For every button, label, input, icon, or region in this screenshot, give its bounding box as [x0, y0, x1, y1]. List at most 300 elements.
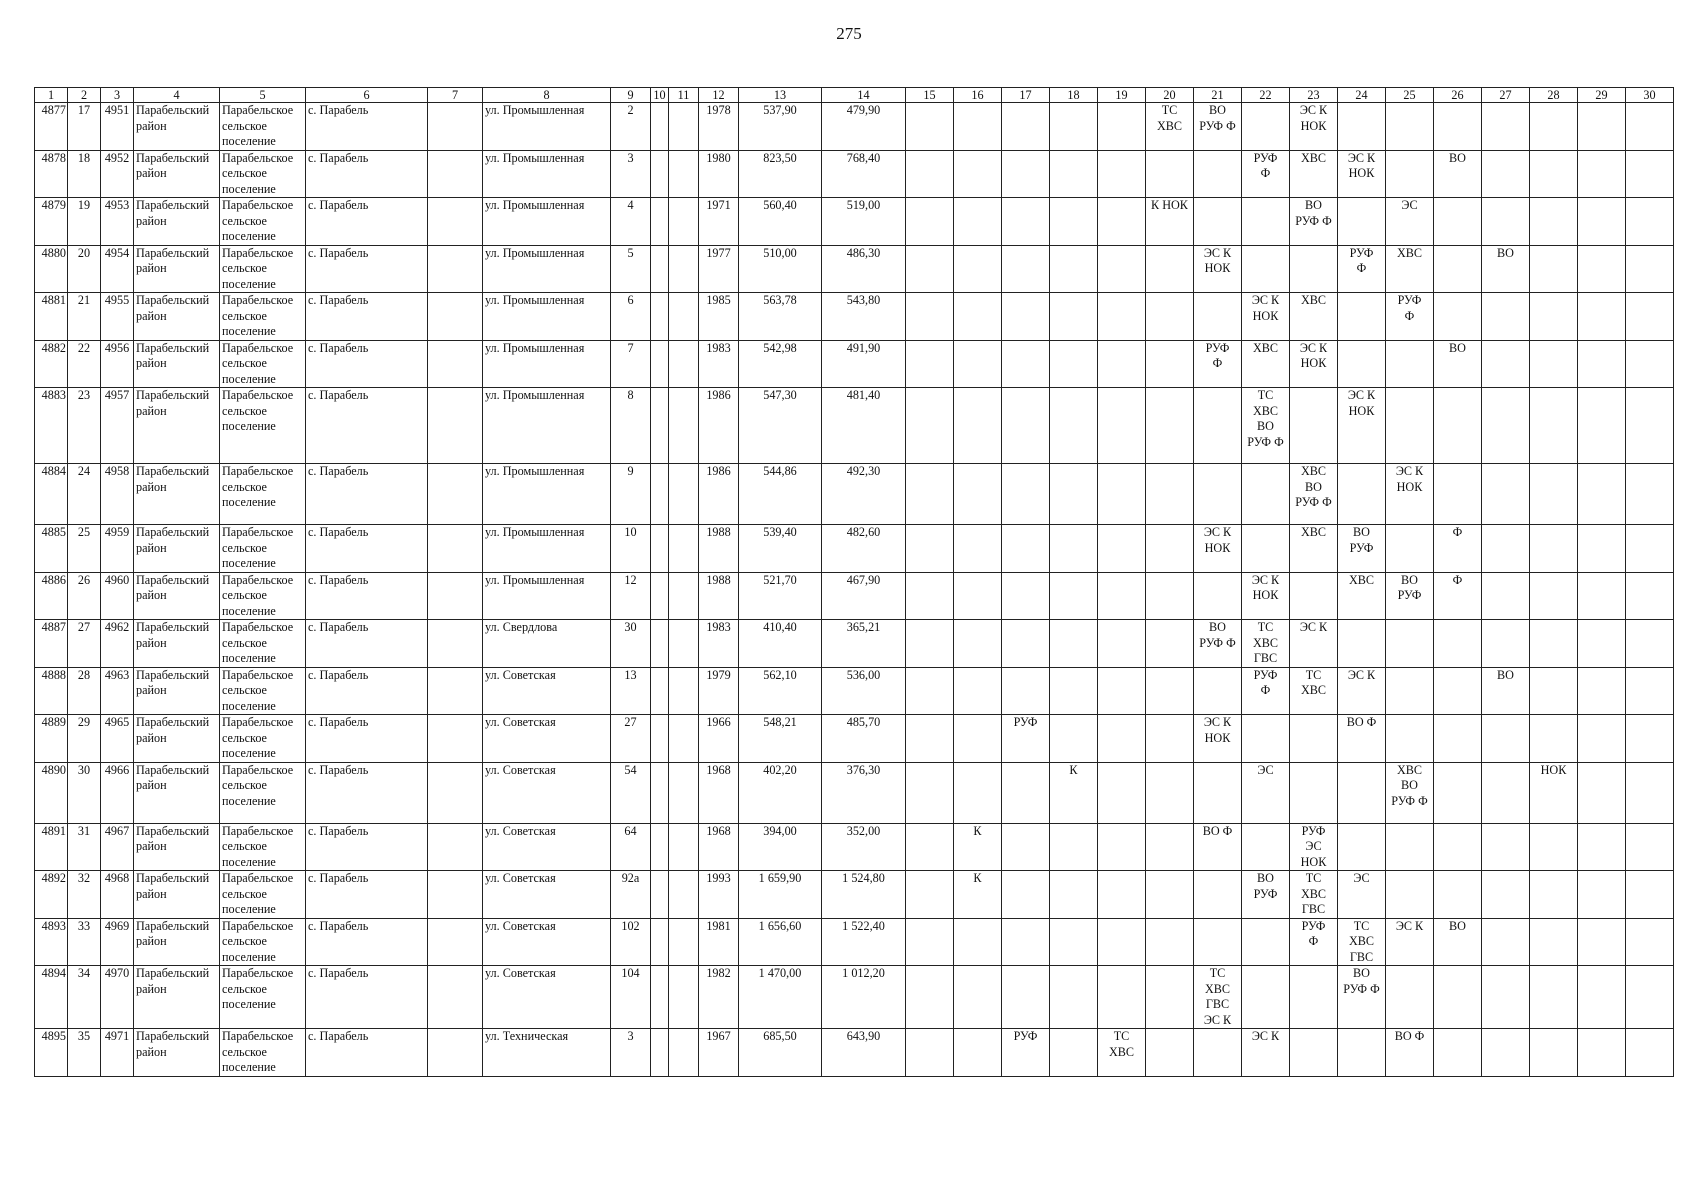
table-cell: Парабельский район — [134, 918, 220, 966]
table-cell: ВО — [1434, 340, 1482, 388]
table-cell — [669, 620, 699, 668]
table-cell: 24 — [68, 464, 101, 525]
table-cell — [1482, 620, 1530, 668]
table-cell — [1146, 150, 1194, 198]
table-cell: 4892 — [35, 871, 68, 919]
table-cell — [906, 245, 954, 293]
table-cell: Парабельский район — [134, 150, 220, 198]
table-cell — [1242, 966, 1290, 1029]
table-cell — [906, 918, 954, 966]
table-cell: 4885 — [35, 525, 68, 573]
table-cell: 3 — [611, 150, 651, 198]
table-cell — [1194, 464, 1242, 525]
table-cell: 544,86 — [739, 464, 822, 525]
table-cell — [428, 525, 483, 573]
table-cell: с. Парабель — [306, 1029, 428, 1077]
column-header: 19 — [1098, 88, 1146, 103]
table-cell: 4 — [611, 198, 651, 246]
table-cell: 4889 — [35, 715, 68, 763]
table-cell: ТС ХВС ГВС ЭС К — [1194, 966, 1242, 1029]
table-cell: 3 — [611, 1029, 651, 1077]
table-cell: 1985 — [699, 293, 739, 341]
table-cell — [1098, 245, 1146, 293]
table-cell — [1578, 918, 1626, 966]
table-cell — [1050, 525, 1098, 573]
table-cell: 4967 — [101, 823, 134, 871]
table-cell: ХВС — [1338, 572, 1386, 620]
column-header: 16 — [954, 88, 1002, 103]
table-cell: 102 — [611, 918, 651, 966]
table-cell — [1386, 150, 1434, 198]
table-cell — [954, 620, 1002, 668]
table-cell — [1002, 966, 1050, 1029]
table-cell — [1626, 823, 1674, 871]
table-row — [35, 464, 1674, 525]
table-cell: Парабельское сельское поселение — [220, 762, 306, 823]
table-cell: ТС ХВС — [1146, 103, 1194, 151]
table-cell — [669, 823, 699, 871]
table-cell: 4880 — [35, 245, 68, 293]
table-cell: ЭС К НОК — [1242, 572, 1290, 620]
table-cell — [669, 198, 699, 246]
table-cell — [1242, 245, 1290, 293]
table-cell — [1002, 918, 1050, 966]
table-cell — [1146, 1029, 1194, 1077]
table-cell: ВО — [1434, 150, 1482, 198]
table-cell: ВО РУФ Ф — [1290, 198, 1338, 246]
table-cell — [954, 245, 1002, 293]
table-cell: 1978 — [699, 103, 739, 151]
table-cell: 2 — [611, 103, 651, 151]
table-cell — [1626, 572, 1674, 620]
table-cell: Парабельский район — [134, 340, 220, 388]
table-cell: ЭС К — [1338, 667, 1386, 715]
table-cell — [954, 1029, 1002, 1077]
table-cell: 1 522,40 — [822, 918, 906, 966]
table-cell — [669, 150, 699, 198]
table-cell — [1098, 918, 1146, 966]
table-cell: 1968 — [699, 762, 739, 823]
column-header: 17 — [1002, 88, 1050, 103]
table-cell: ХВС ВО РУФ Ф — [1290, 464, 1338, 525]
table-cell: Парабельский район — [134, 293, 220, 341]
table-cell — [428, 667, 483, 715]
table-cell: 4891 — [35, 823, 68, 871]
table-cell — [1626, 871, 1674, 919]
table-cell — [651, 464, 669, 525]
table-cell: 365,21 — [822, 620, 906, 668]
table-cell — [669, 245, 699, 293]
table-cell: ЭС К НОК — [1338, 150, 1386, 198]
table-cell — [1002, 103, 1050, 151]
table-cell — [1050, 966, 1098, 1029]
table-cell: 563,78 — [739, 293, 822, 341]
table-cell — [1386, 966, 1434, 1029]
table-cell — [1578, 620, 1626, 668]
table-cell — [651, 150, 669, 198]
table-cell — [1482, 918, 1530, 966]
table-cell — [1290, 966, 1338, 1029]
table-cell — [1242, 464, 1290, 525]
table-cell — [1242, 918, 1290, 966]
table-cell: ВО — [1482, 245, 1530, 293]
table-cell: с. Парабель — [306, 762, 428, 823]
table-cell: 492,30 — [822, 464, 906, 525]
table-cell — [1530, 340, 1578, 388]
table-cell — [1530, 525, 1578, 573]
table-cell: ЭС К — [1242, 1029, 1290, 1077]
table-cell — [954, 150, 1002, 198]
table-cell — [1050, 293, 1098, 341]
table-cell: 23 — [68, 388, 101, 464]
table-cell: 4879 — [35, 198, 68, 246]
table-cell — [1002, 245, 1050, 293]
table-cell — [1626, 762, 1674, 823]
table-cell — [651, 572, 669, 620]
table-cell: РУФ Ф — [1338, 245, 1386, 293]
table-cell — [1098, 871, 1146, 919]
housing-register-table — [34, 87, 1674, 1077]
table-cell: Парабельский район — [134, 388, 220, 464]
table-cell — [906, 762, 954, 823]
table-cell — [1290, 1029, 1338, 1077]
table-cell — [1002, 572, 1050, 620]
table-cell — [1578, 572, 1626, 620]
column-header: 3 — [101, 88, 134, 103]
table-cell: 4969 — [101, 918, 134, 966]
table-cell: 9 — [611, 464, 651, 525]
table-cell: РУФ ЭС НОК — [1290, 823, 1338, 871]
table-cell: 18 — [68, 150, 101, 198]
table-cell: с. Парабель — [306, 966, 428, 1029]
table-cell — [1050, 823, 1098, 871]
table-cell: Парабельский район — [134, 620, 220, 668]
table-cell: К — [954, 871, 1002, 919]
table-cell: Парабельский район — [134, 245, 220, 293]
table-body — [35, 103, 1674, 1077]
table-cell: 4962 — [101, 620, 134, 668]
table-cell — [906, 572, 954, 620]
table-cell — [1482, 340, 1530, 388]
table-cell: 823,50 — [739, 150, 822, 198]
column-header: 2 — [68, 88, 101, 103]
table-cell: 1988 — [699, 525, 739, 573]
table-cell — [954, 103, 1002, 151]
table-cell: 4890 — [35, 762, 68, 823]
table-cell: Парабельское сельское поселение — [220, 823, 306, 871]
table-row — [35, 1029, 1674, 1077]
table-cell: ЭС К НОК — [1242, 293, 1290, 341]
table-cell — [1098, 762, 1146, 823]
table-row — [35, 150, 1674, 198]
table-cell — [1386, 715, 1434, 763]
table-cell: 536,00 — [822, 667, 906, 715]
table-cell: с. Парабель — [306, 620, 428, 668]
table-cell — [1146, 245, 1194, 293]
table-cell: 4882 — [35, 340, 68, 388]
column-header: 9 — [611, 88, 651, 103]
table-cell — [1098, 715, 1146, 763]
table-cell: 92а — [611, 871, 651, 919]
table-cell: 1988 — [699, 572, 739, 620]
table-cell — [1338, 620, 1386, 668]
table-cell — [954, 918, 1002, 966]
table-cell: 542,98 — [739, 340, 822, 388]
column-header: 4 — [134, 88, 220, 103]
table-cell: ЭС — [1242, 762, 1290, 823]
table-cell — [1098, 572, 1146, 620]
table-cell: ВО — [1482, 667, 1530, 715]
table-cell: Парабельский район — [134, 103, 220, 151]
table-cell — [1098, 525, 1146, 573]
column-number-header-row — [35, 88, 1674, 103]
table-cell — [906, 871, 954, 919]
table-cell: 4894 — [35, 966, 68, 1029]
table-cell: Парабельское сельское поселение — [220, 150, 306, 198]
table-cell: ВО РУФ Ф — [1194, 620, 1242, 668]
table-cell — [1626, 150, 1674, 198]
table-cell: 4953 — [101, 198, 134, 246]
table-cell: Парабельский район — [134, 871, 220, 919]
table-cell — [1242, 525, 1290, 573]
table-cell — [954, 762, 1002, 823]
table-cell — [954, 715, 1002, 763]
table-cell: 34 — [68, 966, 101, 1029]
table-cell — [651, 1029, 669, 1077]
table-cell — [1578, 103, 1626, 151]
table-cell — [1626, 966, 1674, 1029]
table-cell — [1530, 918, 1578, 966]
table-cell — [1098, 823, 1146, 871]
table-row — [35, 245, 1674, 293]
table-cell — [1146, 620, 1194, 668]
table-cell — [1146, 572, 1194, 620]
column-header: 27 — [1482, 88, 1530, 103]
table-cell — [651, 198, 669, 246]
table-cell: 1 012,20 — [822, 966, 906, 1029]
table-cell — [1578, 464, 1626, 525]
table-cell — [954, 293, 1002, 341]
table-cell: 481,40 — [822, 388, 906, 464]
table-cell: 4959 — [101, 525, 134, 573]
table-cell — [1482, 388, 1530, 464]
table-cell: ТС ХВС — [1098, 1029, 1146, 1077]
table-cell: с. Парабель — [306, 823, 428, 871]
table-cell — [1386, 620, 1434, 668]
table-cell — [1530, 245, 1578, 293]
table-cell — [954, 667, 1002, 715]
table-cell — [1578, 293, 1626, 341]
table-cell: ХВС — [1386, 245, 1434, 293]
table-cell — [1146, 464, 1194, 525]
table-cell — [1194, 572, 1242, 620]
table-cell — [1626, 245, 1674, 293]
table-cell — [1434, 1029, 1482, 1077]
table-cell — [1194, 293, 1242, 341]
table-cell — [906, 150, 954, 198]
table-cell — [1434, 823, 1482, 871]
table-cell — [1002, 823, 1050, 871]
table-cell: 4960 — [101, 572, 134, 620]
table-cell: 1986 — [699, 388, 739, 464]
table-cell — [1290, 245, 1338, 293]
table-cell: 29 — [68, 715, 101, 763]
table-cell — [1146, 966, 1194, 1029]
table-cell: 4893 — [35, 918, 68, 966]
table-cell: 402,20 — [739, 762, 822, 823]
table-cell — [1146, 918, 1194, 966]
table-cell: 30 — [611, 620, 651, 668]
table-cell: 548,21 — [739, 715, 822, 763]
table-cell: РУФ — [1002, 715, 1050, 763]
table-cell — [1626, 198, 1674, 246]
table-cell — [1530, 150, 1578, 198]
table-cell: 4966 — [101, 762, 134, 823]
table-cell — [1578, 245, 1626, 293]
table-cell: ВО Ф — [1338, 715, 1386, 763]
table-cell: К — [954, 823, 1002, 871]
table-cell — [1098, 620, 1146, 668]
table-cell: ул. Промышленная — [483, 572, 611, 620]
table-cell — [1434, 464, 1482, 525]
table-cell — [906, 464, 954, 525]
table-cell — [1338, 464, 1386, 525]
table-cell — [906, 525, 954, 573]
table-cell: ЭС К НОК — [1194, 525, 1242, 573]
table-cell — [428, 823, 483, 871]
table-cell — [651, 762, 669, 823]
table-cell: 4965 — [101, 715, 134, 763]
table-cell: 12 — [611, 572, 651, 620]
table-cell: РУФ Ф — [1242, 667, 1290, 715]
table-cell — [428, 103, 483, 151]
table-cell — [1290, 715, 1338, 763]
table-cell — [1146, 762, 1194, 823]
table-cell: 537,90 — [739, 103, 822, 151]
table-cell: 4895 — [35, 1029, 68, 1077]
table-cell — [1434, 293, 1482, 341]
table-cell — [1338, 198, 1386, 246]
table-cell: Парабельское сельское поселение — [220, 918, 306, 966]
table-cell: ХВС — [1290, 150, 1338, 198]
table-cell — [1530, 871, 1578, 919]
table-row — [35, 620, 1674, 668]
table-cell: ЭС К НОК — [1194, 245, 1242, 293]
table-cell: ХВС ВО РУФ Ф — [1386, 762, 1434, 823]
table-cell — [906, 293, 954, 341]
table-cell — [1482, 966, 1530, 1029]
table-cell: ХВС — [1290, 293, 1338, 341]
column-header: 12 — [699, 88, 739, 103]
table-cell — [1482, 572, 1530, 620]
table-cell — [1194, 198, 1242, 246]
table-cell: с. Парабель — [306, 293, 428, 341]
table-cell — [1434, 198, 1482, 246]
table-cell — [954, 198, 1002, 246]
table-cell: 13 — [611, 667, 651, 715]
table-cell: ТС ХВС — [1290, 667, 1338, 715]
table-cell: 521,70 — [739, 572, 822, 620]
table-cell: ул. Промышленная — [483, 525, 611, 573]
table-cell: ул. Советская — [483, 715, 611, 763]
table-cell — [906, 667, 954, 715]
table-cell: Парабельское сельское поселение — [220, 293, 306, 341]
table-cell: Парабельское сельское поселение — [220, 572, 306, 620]
table-cell: Парабельский район — [134, 667, 220, 715]
table-cell — [1290, 388, 1338, 464]
table-cell — [954, 388, 1002, 464]
table-cell — [1194, 150, 1242, 198]
table-cell — [1098, 464, 1146, 525]
table-cell: с. Парабель — [306, 572, 428, 620]
table-cell: Парабельское сельское поселение — [220, 388, 306, 464]
table-cell: 4884 — [35, 464, 68, 525]
table-cell: 27 — [611, 715, 651, 763]
table-row — [35, 918, 1674, 966]
table-cell — [1002, 198, 1050, 246]
table-row — [35, 871, 1674, 919]
table-cell — [1050, 103, 1098, 151]
table-cell — [428, 620, 483, 668]
table-cell — [651, 667, 669, 715]
table-cell — [1002, 340, 1050, 388]
table-cell — [428, 871, 483, 919]
table-cell — [651, 966, 669, 1029]
table-cell: 1977 — [699, 245, 739, 293]
table-cell — [1626, 667, 1674, 715]
column-header: 5 — [220, 88, 306, 103]
table-cell — [1242, 715, 1290, 763]
column-header: 21 — [1194, 88, 1242, 103]
table-cell: Парабельское сельское поселение — [220, 198, 306, 246]
table-cell: с. Парабель — [306, 464, 428, 525]
table-cell — [1626, 103, 1674, 151]
table-row — [35, 525, 1674, 573]
column-header: 25 — [1386, 88, 1434, 103]
table-cell — [669, 293, 699, 341]
column-header: 26 — [1434, 88, 1482, 103]
column-header: 7 — [428, 88, 483, 103]
table-cell — [1050, 667, 1098, 715]
table-cell — [1338, 823, 1386, 871]
table-cell: ВО Ф — [1194, 823, 1242, 871]
table-cell: 539,40 — [739, 525, 822, 573]
table-cell — [1626, 340, 1674, 388]
table-cell: 1971 — [699, 198, 739, 246]
table-cell — [1098, 388, 1146, 464]
table-cell — [1530, 198, 1578, 246]
table-cell — [1434, 762, 1482, 823]
table-cell — [1578, 871, 1626, 919]
table-cell: Парабельский район — [134, 823, 220, 871]
table-cell — [1530, 388, 1578, 464]
table-cell: 25 — [68, 525, 101, 573]
table-cell — [1194, 667, 1242, 715]
table-cell — [651, 620, 669, 668]
table-cell — [1578, 150, 1626, 198]
table-cell — [1146, 340, 1194, 388]
table-cell: 482,60 — [822, 525, 906, 573]
table-cell: Парабельское сельское поселение — [220, 340, 306, 388]
table-cell: Парабельский район — [134, 966, 220, 1029]
table-cell: 4956 — [101, 340, 134, 388]
table-cell: 1966 — [699, 715, 739, 763]
table-cell: 4963 — [101, 667, 134, 715]
table-cell: 4971 — [101, 1029, 134, 1077]
table-cell: 27 — [68, 620, 101, 668]
table-cell: 64 — [611, 823, 651, 871]
table-cell — [651, 715, 669, 763]
